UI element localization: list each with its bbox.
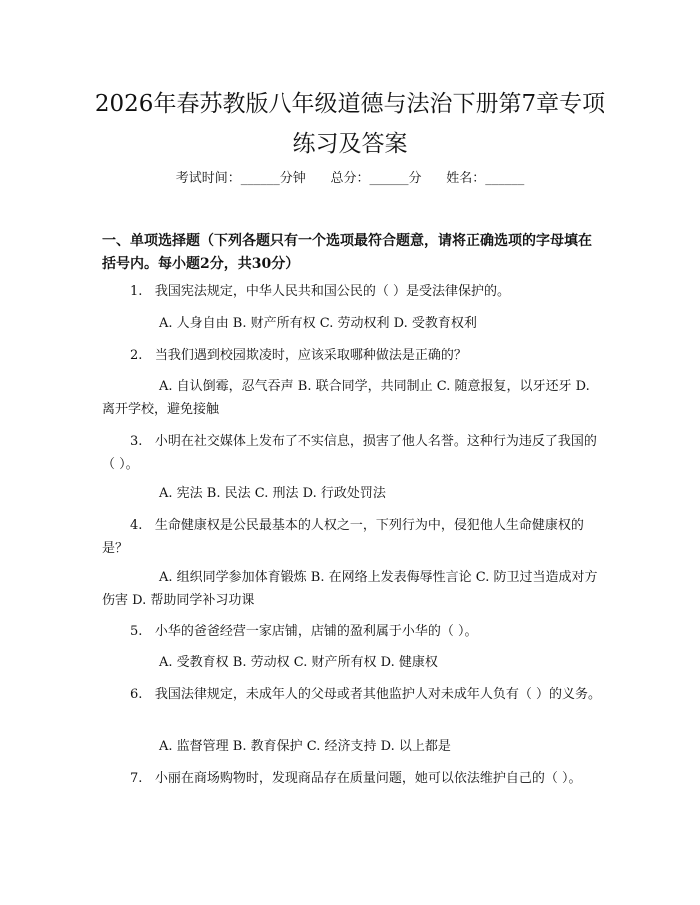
question-number: 7. xyxy=(130,771,143,786)
question-2-options: A. 自认倒霉，忍气吞声 B. 联合同学，共同制止 C. 随意报复，以牙还牙 D. 离开学校，避免接触 xyxy=(102,379,590,417)
question-1-options: A. 人身自由 B. 财产所有权 C. 劳动权利 D. 受教育权利 xyxy=(159,316,477,331)
question-number: 2. xyxy=(130,348,143,363)
question-6-options: A. 监督管理 B. 教育保护 C. 经济支持 D. 以上都是 xyxy=(159,739,451,754)
question-2 xyxy=(102,344,602,367)
question-number: 4. xyxy=(130,518,143,533)
question-1 xyxy=(102,280,602,303)
question-number: 5. xyxy=(130,624,143,639)
question-number: 3. xyxy=(130,434,143,449)
question-3-options: A. 宪法 B. 民法 C. 刑法 D. 行政处罚法 xyxy=(159,486,386,501)
exam-info-line: 考试时间：______分钟 总分：______分 姓名：______ xyxy=(175,171,525,186)
question-text: 我国法律规定，未成年人的父母或者其他监护人对未成年人负有（ ）的义务。 xyxy=(154,687,601,702)
question-text: 我国宪法规定，中华人民共和国公民的（ ）是受法律保护的。 xyxy=(154,284,510,299)
question-text: 生命健康权是公民最基本的人权之一，下列行为中，侵犯他人生命健康权的是？ xyxy=(102,518,584,556)
question-text: 小明在社交媒体上发布了不实信息，损害了他人名誉。这种行为违反了我国的（ ）。 xyxy=(102,434,597,472)
question-4 xyxy=(102,514,602,560)
section-heading: 一、单项选择题（下列各题只有一个选项最符合题意，请将正确选项的字母填在括号内。每小题2分，共30分） xyxy=(102,233,592,272)
question-text: 当我们遇到校园欺凌时，应该采取哪种做法是正确的？ xyxy=(154,348,467,363)
document-title: 2026年春苏教版八年级道德与法治下册第7章专项练习及答案 xyxy=(94,91,606,157)
question-text: 小华的爸爸经营一家店铺，店铺的盈利属于小华的（ ）。 xyxy=(154,624,478,639)
question-6 xyxy=(102,683,602,706)
question-4-options: A. 组织同学参加体育锻炼 B. 在网络上发表侮辱性言论 C. 防卫过当造成对方伤害 D. 帮助同学补习功课 xyxy=(102,570,598,608)
question-5-options: A. 受教育权 B. 劳动权 C. 财产所有权 D. 健康权 xyxy=(159,655,438,670)
question-number: 1. xyxy=(130,284,143,299)
question-number: 6. xyxy=(130,687,143,702)
question-text: 小丽在商场购物时，发现商品存在质量问题，她可以依法维护自己的（ ）。 xyxy=(154,771,582,786)
question-3 xyxy=(102,430,602,476)
question-7 xyxy=(102,767,602,790)
question-5 xyxy=(102,620,602,643)
